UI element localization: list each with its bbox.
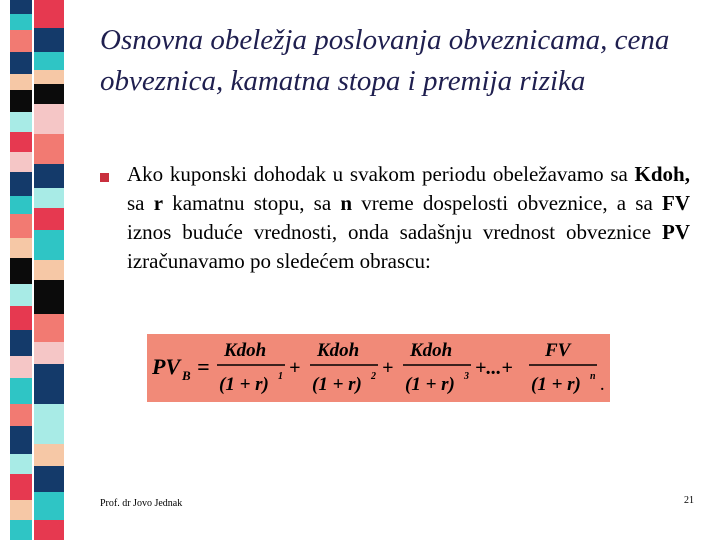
bullet-text: kamatnu stopu, sa — [163, 191, 341, 215]
formula-exponent-2: 2 — [371, 371, 376, 382]
formula-numerator-3: Kdoh — [410, 340, 453, 361]
formula-lhs: PV — [152, 354, 181, 379]
formula-denominator-1: (1 + r) — [219, 374, 269, 395]
term-fv: FV — [662, 191, 690, 215]
bullet-paragraph — [127, 160, 690, 276]
formula-box — [147, 334, 610, 402]
formula-plus-2: + — [382, 357, 394, 379]
bullet-text: iznos buduće vrednosti, onda sadašnju vrednost obveznice — [127, 220, 662, 244]
formula-numerator-2: Kdoh — [317, 340, 360, 361]
slide-page-number: 21 — [684, 495, 694, 506]
formula-exponent-1: 1 — [278, 371, 283, 382]
bullet-square-icon — [100, 173, 109, 182]
bullet-text: Ako kuponski dohodak u svakom periodu obeležavamo sa — [127, 162, 635, 186]
term-r: r — [153, 191, 164, 215]
formula-ellipsis: +...+ — [475, 357, 513, 379]
formula-equals: = — [197, 354, 210, 379]
bullet-text: izračunavamo po sledećem obrascu: — [127, 249, 431, 273]
term-pv: PV — [662, 220, 690, 244]
pv-formula — [147, 334, 610, 402]
formula-denominator-last: (1 + r) — [531, 374, 581, 395]
bullet-text: vreme dospelosti obveznice, a sa — [352, 191, 662, 215]
bullet-text: sa — [127, 191, 154, 215]
decorative-sidebar — [0, 0, 70, 540]
formula-exponent-n: n — [590, 371, 596, 382]
formula-lhs-subscript: B — [182, 368, 191, 383]
formula-numerator-last: FV — [545, 340, 571, 361]
slide-footer-author: Prof. dr Jovo Jednak — [100, 498, 183, 509]
term-n: n — [340, 191, 353, 215]
sidebar-stripes — [0, 0, 70, 540]
term-kdoh: Kdoh, — [634, 162, 690, 186]
formula-denominator-2: (1 + r) — [312, 374, 362, 395]
formula-plus-1: + — [289, 357, 301, 379]
formula-denominator-3: (1 + r) — [405, 374, 455, 395]
formula-numerator-1: Kdoh — [224, 340, 267, 361]
slide-title: Osnovna obeležja poslovanja obveznicama, cena obveznica, kamatna stopa i premija rizika — [100, 24, 670, 97]
formula-period: . — [601, 379, 605, 394]
formula-exponent-3: 3 — [464, 371, 469, 382]
